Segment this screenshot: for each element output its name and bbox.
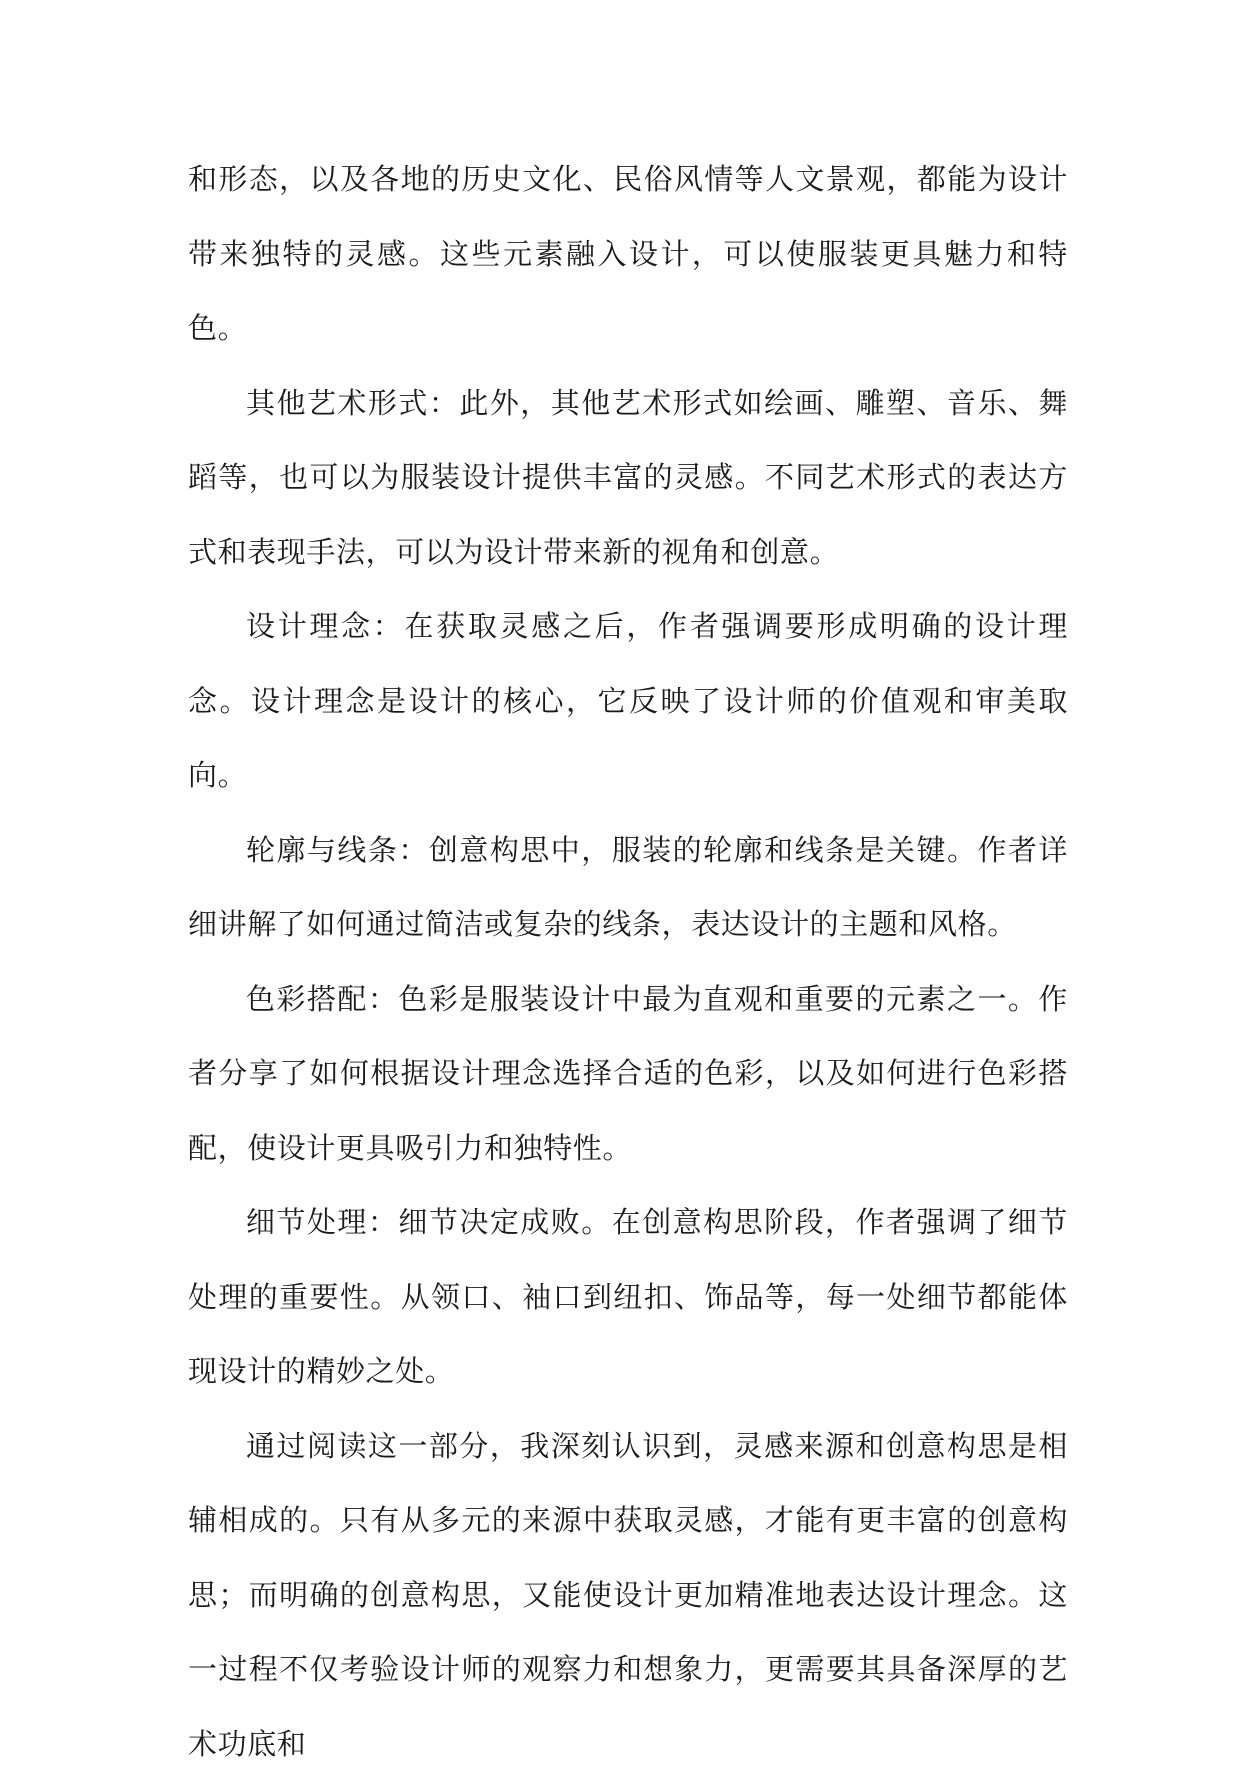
paragraph-reflection: 通过阅读这一部分，我深刻认识到，灵感来源和创意构思是相辅相成的。只有从多元的来源中获取灵感，才能有更丰富的创意构思；而明确的创意构思，又能使设计更加精准地表达设计理念。这一过程不仅考验设计师的观察力和想象力，更需要其具备深厚的艺术功底和 (188, 1409, 1068, 1781)
paragraph-design-concept: 设计理念：在获取灵感之后，作者强调要形成明确的设计理念。设计理念是设计的核心，它反映了设计师的价值观和审美取向。 (188, 589, 1068, 813)
paragraph-other-art-forms: 其他艺术形式：此外，其他艺术形式如绘画、雕塑、音乐、舞蹈等，也可以为服装设计提供丰富的灵感。不同艺术形式的表达方式和表现手法，可以为设计带来新的视角和创意。 (188, 366, 1068, 590)
paragraph-detail-handling: 细节处理：细节决定成败。在创意构思阶段，作者强调了细节处理的重要性。从领口、袖口到纽扣、饰品等，每一处细节都能体现设计的精妙之处。 (188, 1185, 1068, 1409)
paragraph-color-matching: 色彩搭配：色彩是服装设计中最为直观和重要的元素之一。作者分享了如何根据设计理念选择合适的色彩，以及如何进行色彩搭配，使设计更具吸引力和独特性。 (188, 962, 1068, 1186)
paragraph-continuation: 和形态，以及各地的历史文化、民俗风情等人文景观，都能为设计带来独特的灵感。这些元素融入设计，可以使服装更具魅力和特色。 (188, 142, 1068, 366)
body-text (188, 142, 1068, 1781)
paragraph-silhouette-lines: 轮廓与线条：创意构思中，服装的轮廓和线条是关键。作者详细讲解了如何通过简洁或复杂的线条，表达设计的主题和风格。 (188, 813, 1068, 962)
